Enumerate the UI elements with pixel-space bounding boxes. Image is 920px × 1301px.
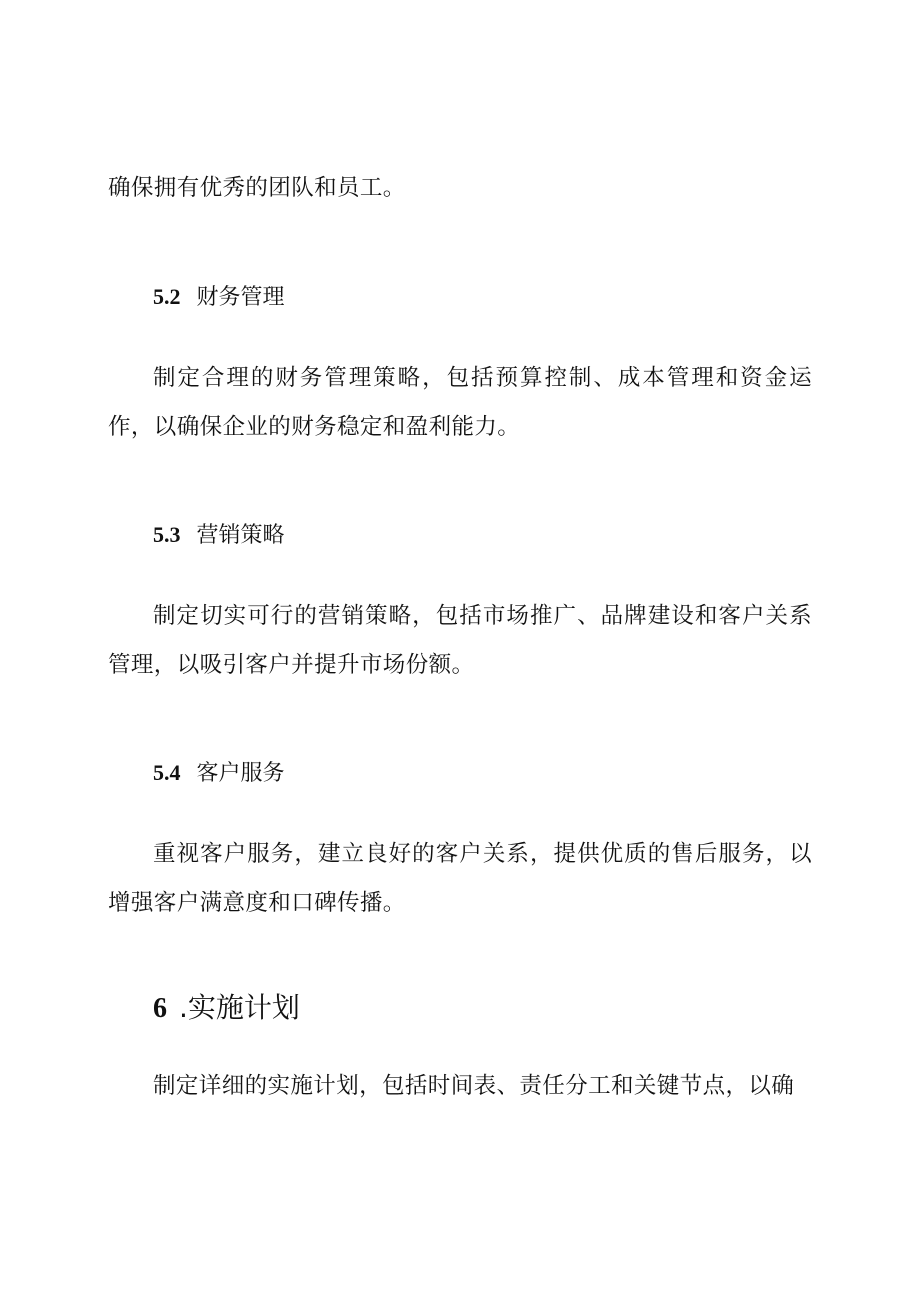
paragraph-customer-service: 重视客户服务，建立良好的客户关系，提供优质的售后服务，以增强客户满意度和口碑传播。: [108, 841, 812, 916]
section-title: 客户服务: [196, 761, 285, 786]
section-heading-5-3: [153, 520, 285, 551]
section-title: 财务管理: [196, 285, 285, 310]
paragraph-implementation: 制定详细的实施计划，包括时间表、责任分工和关键节点，以确: [153, 1073, 795, 1099]
section-title: 营销策略: [196, 523, 285, 548]
chapter-number: 6: [153, 993, 167, 1024]
section-number: 5.2: [153, 284, 181, 309]
chapter-heading-6: [153, 990, 300, 1027]
section-heading-5-2: [153, 282, 285, 313]
section-number: 5.4: [153, 760, 181, 785]
paragraph-marketing: 制定切实可行的营销策略，包括市场推广、品牌建设和客户关系管理，以吸引客户并提升市场份额。: [108, 603, 812, 678]
section-heading-5-4: [153, 758, 285, 789]
section-number: 5.3: [153, 522, 181, 547]
paragraph-finance: 制定合理的财务管理策略，包括预算控制、成本管理和资金运作，以确保企业的财务稳定和盈利能力。: [108, 365, 812, 440]
paragraph-team: 确保拥有优秀的团队和员工。: [108, 175, 406, 201]
chapter-title: .实施计划: [179, 991, 300, 1024]
